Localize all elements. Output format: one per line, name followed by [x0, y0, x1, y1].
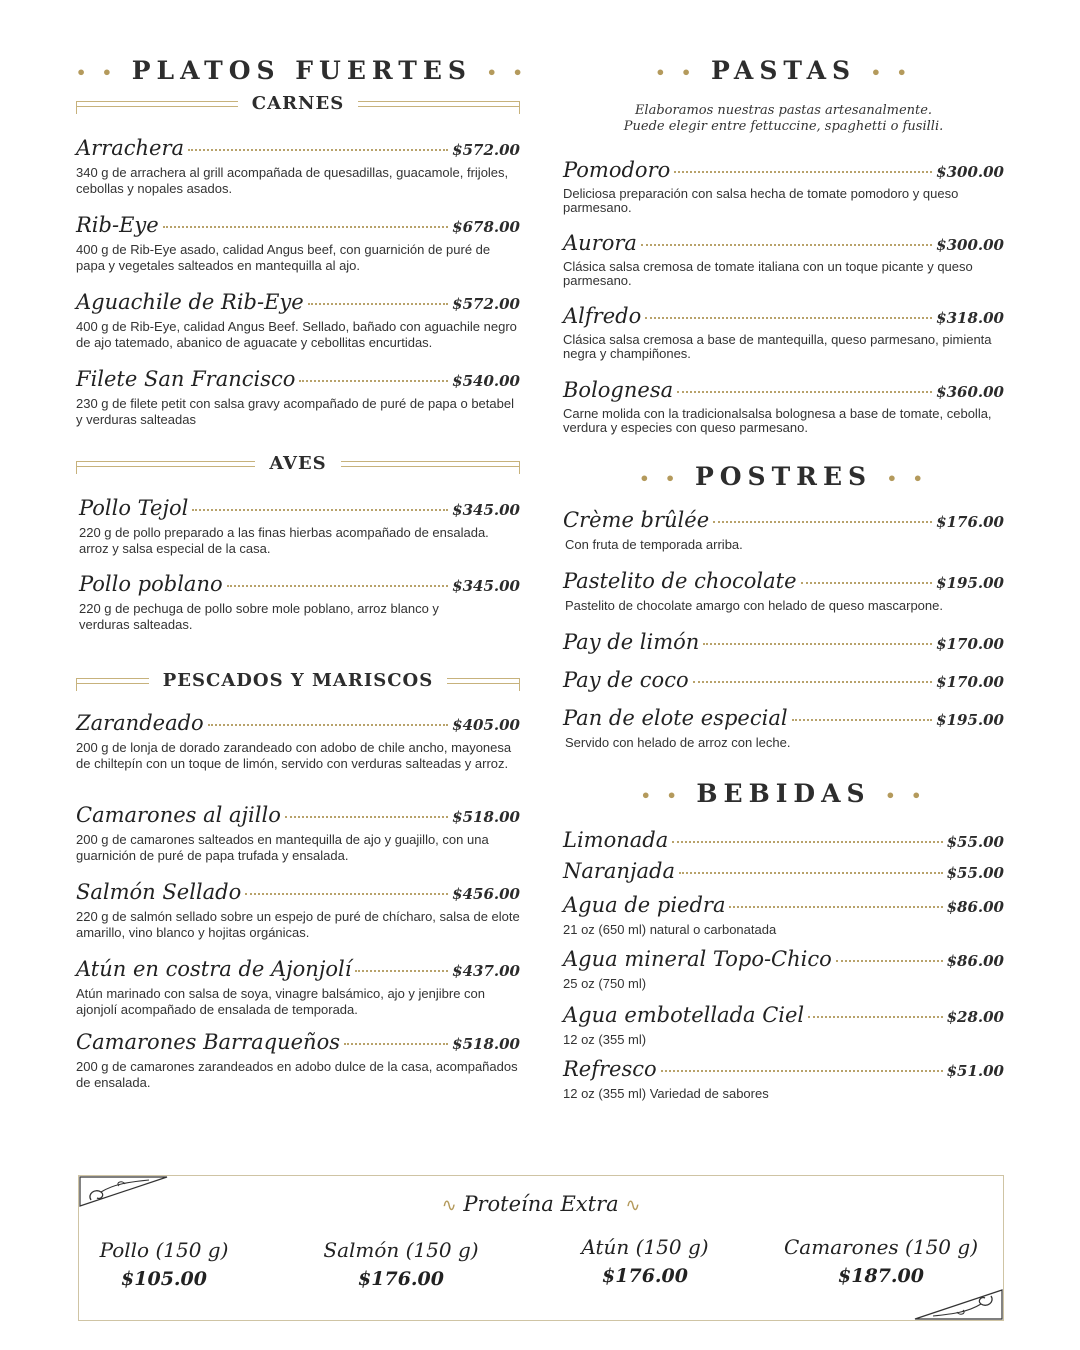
- pescados-heading: PESCADOS Y MARISCOS: [162, 670, 434, 691]
- item-description: 400 g de Rib-Eye, calidad Angus Beef. Sellado, bañado con aguachile negro de ajo tatemado, abanico de aguacate y cebollitas encurtidas.: [76, 319, 517, 350]
- dotted-leader: [836, 960, 943, 962]
- item-description: Clásica salsa cremosa a base de mantequilla, queso parmesano, pimienta negra y champiñones.: [563, 332, 992, 361]
- item-description: 12 oz (355 ml) Variedad de sabores: [563, 1086, 769, 1101]
- item-name: Pan de elote especial: [563, 706, 788, 730]
- menu-item: [76, 957, 520, 1030]
- dotted-leader: [299, 380, 448, 382]
- menu-item: [563, 1057, 1004, 1102]
- pastas-title: PASTAS: [710, 56, 857, 85]
- item-description: 220 g de pollo preparado a las finas hierbas acompañado de ensalada. arroz y salsa especial de la casa.: [79, 525, 489, 556]
- item-price: $28.00: [946, 1008, 1004, 1026]
- extra-item-name: Pollo (150 g): [99, 1238, 229, 1262]
- item-price: $300.00: [936, 236, 1004, 254]
- proteina-extra-box: [78, 1175, 1004, 1321]
- menu-item: [76, 136, 520, 213]
- dotted-leader: [703, 643, 932, 645]
- dotted-leader: [641, 244, 932, 246]
- item-description: Atún marinado con salsa de soya, vinagre balsámico, ajo y jenjibre con ajonjolí acompañado de ensalada de temporada.: [76, 986, 486, 1017]
- item-description: Clásica salsa cremosa de tomate italiana con un toque picante y queso parmesano.: [563, 259, 973, 288]
- item-name: Pay de coco: [563, 668, 689, 692]
- extra-item-price: $176.00: [358, 1268, 444, 1290]
- item-price: $572.00: [452, 141, 520, 159]
- item-name: Crème brûlée: [563, 508, 710, 532]
- item-name: Camarones Barraqueños: [76, 1030, 340, 1054]
- dotted-leader: [677, 391, 932, 393]
- extra-item-price: $176.00: [602, 1265, 688, 1287]
- ornament-dots: • •: [76, 63, 118, 82]
- pastas-intro-line: Puede elegir entre fettuccine, spaghetti o fusilli.: [623, 119, 944, 134]
- platos-fuertes-title: PLATOS FUERTES: [131, 56, 472, 85]
- item-price: $678.00: [452, 218, 520, 236]
- extra-item-name: Camarones (150 g): [784, 1235, 978, 1259]
- extra-item-name: Salmón (150 g): [323, 1238, 479, 1262]
- extra-item-name: Atún (150 g): [581, 1235, 709, 1259]
- dotted-leader: [227, 585, 449, 587]
- scroll-ornament-icon: [913, 1288, 1003, 1320]
- item-price: $195.00: [936, 711, 1004, 729]
- item-name: Atún en costra de Ajonjolí: [76, 957, 352, 981]
- item-description: 340 g de arrachera al grill acompañada de quesadillas, guacamole, frijoles, cebollas y nopales asados.: [76, 165, 509, 196]
- item-name: Aguachile de Rib-Eye: [76, 290, 304, 314]
- item-price: $345.00: [452, 577, 520, 595]
- menu-item: [76, 880, 520, 957]
- item-price: $456.00: [452, 885, 520, 903]
- aves-heading: AVES: [269, 453, 327, 474]
- divider-rule: [341, 461, 520, 474]
- item-description: 200 g de lonja de dorado zarandeado con adobo de chile ancho, mayonesa de chiltepín con un toque de limón, servido con verduras salteadas y arroz.: [76, 740, 512, 771]
- ornament-dots: • •: [639, 469, 681, 488]
- menu-item: [76, 290, 520, 367]
- carnes-list: [76, 136, 520, 447]
- dotted-leader: [285, 816, 448, 818]
- bebidas-list: [563, 828, 1004, 1102]
- dotted-leader: [674, 171, 932, 173]
- carnes-heading: CARNES: [251, 93, 345, 114]
- item-name: Camarones al ajillo: [76, 803, 281, 827]
- menu-item: [563, 378, 1004, 462]
- item-description: Pastelito de chocolate amargo con helado de queso mascarpone.: [565, 598, 943, 613]
- dotted-leader: [645, 317, 932, 319]
- dotted-leader: [308, 303, 448, 305]
- item-price: $437.00: [452, 962, 520, 980]
- item-description: 400 g de Rib-Eye asado, calidad Angus beef, con guarnición de puré de papa y vegetales salteados en mantequilla al ajo.: [76, 242, 491, 273]
- item-price: $176.00: [936, 513, 1004, 531]
- divider-rule: [76, 461, 255, 474]
- menu-item: [563, 859, 1004, 893]
- item-price: $318.00: [936, 309, 1004, 327]
- pescados-list: [76, 711, 520, 1091]
- divider-rule: [76, 101, 238, 114]
- dotted-leader: [344, 1043, 448, 1045]
- dotted-leader: [245, 893, 448, 895]
- bebidas-title: BEBIDAS: [696, 779, 871, 808]
- dotted-leader: [355, 970, 448, 972]
- item-name: Pollo poblano: [79, 572, 223, 596]
- item-description: 230 g de filete petit con salsa gravy acompañado de puré de papa o betabel y verduras salteadas: [76, 396, 514, 427]
- dotted-leader: [729, 906, 942, 908]
- item-description: Carne molida con la tradicionalsalsa bolognesa a base de tomate, cebolla, verdura y especies con queso parmesano.: [563, 406, 992, 435]
- item-name: Pay de limón: [563, 630, 700, 654]
- item-name: Filete San Francisco: [76, 367, 296, 391]
- item-name: Zarandeado: [76, 711, 204, 735]
- ornament-dots: • •: [640, 786, 682, 805]
- item-name: Arrachera: [76, 136, 185, 160]
- item-description: 25 oz (750 ml): [563, 976, 647, 991]
- postres-title: POSTRES: [694, 462, 873, 491]
- item-price: $518.00: [452, 1035, 520, 1053]
- ornament-dots: • •: [655, 63, 697, 82]
- item-price: $51.00: [946, 1062, 1004, 1080]
- item-name: Agua de piedra: [563, 893, 726, 917]
- subheading-aves: [76, 453, 520, 474]
- menu-item: [563, 1003, 1004, 1057]
- item-price: $345.00: [452, 501, 520, 519]
- flourish-icon: ∿: [625, 1195, 641, 1216]
- item-price: $55.00: [946, 833, 1004, 851]
- item-price: $360.00: [936, 383, 1004, 401]
- item-name: Salmón Sellado: [76, 880, 242, 904]
- item-name: Pastelito de chocolate: [563, 569, 797, 593]
- divider-rule: [358, 101, 520, 114]
- item-name: Alfredo: [563, 304, 642, 328]
- menu-item: [76, 711, 520, 803]
- divider-rule: [76, 678, 149, 691]
- dotted-leader: [672, 841, 942, 843]
- menu-item: [563, 947, 1004, 1003]
- item-name: Rib-Eye: [76, 213, 159, 237]
- item-price: $540.00: [452, 372, 520, 390]
- item-name: Aurora: [563, 231, 637, 255]
- aves-list: [76, 496, 520, 664]
- dotted-leader: [188, 149, 448, 151]
- menu-item: [76, 1030, 520, 1091]
- subheading-pescados: [76, 670, 520, 691]
- menu-item: [563, 569, 1004, 630]
- menu-item: [563, 508, 1004, 569]
- ornament-dots: • •: [886, 469, 928, 488]
- item-name: Refresco: [563, 1057, 657, 1081]
- dotted-leader: [208, 724, 448, 726]
- section-title-platos-fuertes: [76, 56, 528, 85]
- section-title-bebidas: [563, 779, 1004, 808]
- menu-item: [563, 231, 1004, 304]
- dotted-leader: [801, 582, 933, 584]
- proteina-extra-title: [79, 1192, 1003, 1216]
- item-price: $55.00: [946, 864, 1004, 882]
- item-description: 200 g de camarones zarandeados en adobo dulce de la casa, acompañados de ensalada.: [76, 1059, 518, 1090]
- divider-rule: [447, 678, 520, 691]
- menu-item: [563, 893, 1004, 947]
- menu-item: [563, 706, 1004, 779]
- item-price: $86.00: [946, 952, 1004, 970]
- item-description: 12 oz (355 ml): [563, 1032, 647, 1047]
- item-description: 200 g de camarones salteados en mantequilla de ajo y guajillo, con una guarnición de puré de papa trufada y ensalada.: [76, 832, 489, 863]
- extra-item: [64, 1238, 264, 1290]
- menu-item: [563, 304, 1004, 378]
- item-price: $86.00: [946, 898, 1004, 916]
- extra-item: [545, 1235, 745, 1287]
- menu-item: [563, 158, 1004, 231]
- dotted-leader: [792, 719, 933, 721]
- extra-item: [781, 1235, 981, 1287]
- menu-item: [563, 668, 1004, 706]
- ornament-dots: • •: [885, 786, 927, 805]
- pastas-list: [563, 158, 1004, 462]
- pastas-intro: [563, 103, 1004, 135]
- menu-item: [563, 630, 1004, 668]
- right-column: [563, 56, 1004, 1102]
- item-description: Deliciosa preparación con salsa hecha de tomate pomodoro y queso parmesano.: [563, 186, 959, 215]
- flourish-icon: ∿: [441, 1195, 457, 1216]
- extra-item: [301, 1238, 501, 1290]
- subheading-carnes: [76, 93, 520, 114]
- item-name: Naranjada: [563, 859, 675, 883]
- left-column: [76, 56, 528, 1091]
- item-name: Bolognesa: [563, 378, 674, 402]
- item-price: $518.00: [452, 808, 520, 826]
- dotted-leader: [661, 1070, 943, 1072]
- extra-item-price: $105.00: [121, 1268, 207, 1290]
- dotted-leader: [163, 226, 448, 228]
- item-name: Agua mineral Topo-Chico: [563, 947, 832, 971]
- item-description: 220 g de pechuga de pollo sobre mole poblano, arroz blanco y verduras salteadas.: [79, 601, 439, 632]
- menu-item: [76, 213, 520, 290]
- item-price: $300.00: [936, 163, 1004, 181]
- ornament-dots: • •: [486, 63, 528, 82]
- item-price: $170.00: [936, 635, 1004, 653]
- menu-item: [76, 367, 520, 447]
- item-description: Con fruta de temporada arriba.: [565, 537, 743, 552]
- dotted-leader: [192, 509, 448, 511]
- section-title-pastas: [563, 56, 1004, 85]
- menu-item: [79, 572, 520, 664]
- item-name: Agua embotellada Ciel: [563, 1003, 805, 1027]
- extra-item-price: $187.00: [838, 1265, 924, 1287]
- item-price: $572.00: [452, 295, 520, 313]
- dotted-leader: [713, 521, 932, 523]
- item-name: Limonada: [563, 828, 669, 852]
- menu-item: [563, 828, 1004, 859]
- item-description: 220 g de salmón sellado sobre un espejo de puré de chícharo, salsa de elote amarillo, vino blanco y hojitas orgánicas.: [76, 909, 520, 940]
- item-name: Pollo Tejol: [79, 496, 189, 520]
- pastas-intro-line: Elaboramos nuestras pastas artesanalmente.: [634, 103, 933, 118]
- dotted-leader: [693, 681, 933, 683]
- item-price: $170.00: [936, 673, 1004, 691]
- dotted-leader: [808, 1016, 942, 1018]
- item-description: Servido con helado de arroz con leche.: [565, 735, 791, 750]
- section-title-postres: [563, 462, 1004, 491]
- ornament-dots: • •: [870, 63, 912, 82]
- postres-list: [563, 508, 1004, 779]
- item-description: 21 oz (650 ml) natural o carbonatada: [563, 922, 777, 937]
- proteina-extra-title-text: Proteína Extra: [463, 1192, 619, 1216]
- item-price: $405.00: [452, 716, 520, 734]
- item-price: $195.00: [936, 574, 1004, 592]
- dotted-leader: [679, 872, 943, 874]
- menu-item: [76, 803, 520, 880]
- item-name: Pomodoro: [563, 158, 671, 182]
- menu-item: [79, 496, 520, 572]
